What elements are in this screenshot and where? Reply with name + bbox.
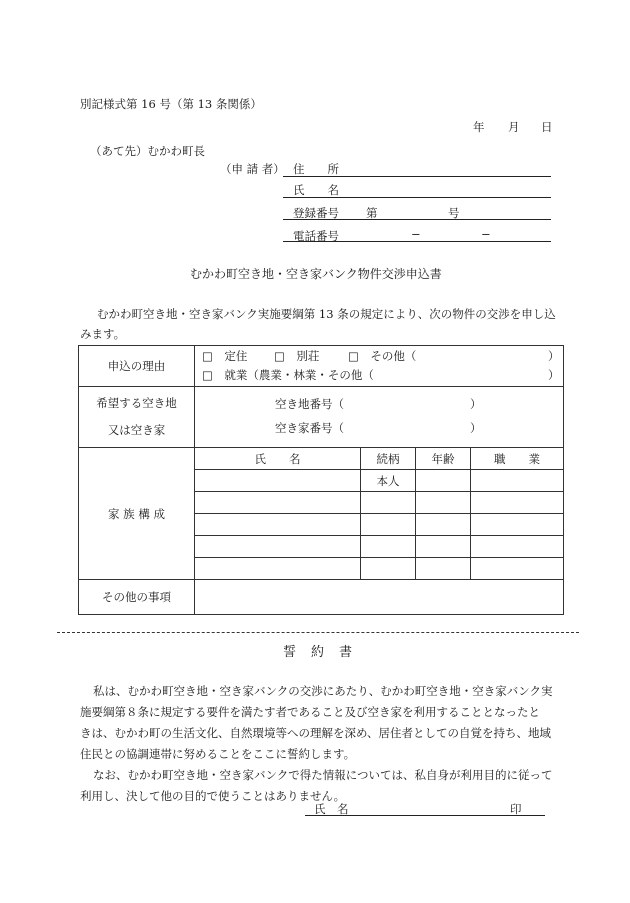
intro-line-1: むかわ町空き地・空き家バンク実施要綱第 13 条の規定により、次の物件の交渉を申し込	[97, 307, 556, 321]
addressee: （あて先）むかわ町長	[90, 144, 205, 158]
phone-field[interactable]	[283, 241, 551, 242]
reason-other-checkbox[interactable]: □ その他（	[348, 349, 417, 363]
family-name-cell[interactable]	[195, 470, 361, 492]
phone-label: 電話番号	[293, 229, 339, 243]
family-header-row	[79, 448, 564, 470]
registration-dai: 第	[366, 206, 378, 220]
family-col-occupation: 職 業	[471, 448, 564, 470]
family-name-cell[interactable]	[195, 492, 361, 514]
property-label-line-2: 又は空き家	[107, 423, 166, 437]
family-age-cell[interactable]	[416, 492, 471, 514]
family-label: 家 族 構 成	[79, 448, 195, 580]
family-name-cell[interactable]	[195, 536, 361, 558]
family-occupation-cell[interactable]	[471, 558, 564, 580]
other-field[interactable]	[195, 580, 564, 615]
address-label: 住 所	[293, 162, 339, 176]
family-age-cell[interactable]	[416, 514, 471, 536]
pledge-line: なお、むかわ町空き地・空き家バンクで得た情報については、私自身が利用目的に従って	[93, 768, 553, 782]
name-label: 氏 名	[293, 183, 339, 197]
registration-go: 号	[448, 206, 460, 220]
name-field[interactable]	[283, 197, 551, 198]
intro-line-2: みます。	[80, 327, 126, 341]
family-relation-cell[interactable]	[361, 558, 416, 580]
applicant-label: （申 請 者）	[220, 162, 285, 176]
family-relation-cell[interactable]	[361, 492, 416, 514]
family-col-relation: 続柄	[361, 448, 416, 470]
family-age-cell[interactable]	[416, 558, 471, 580]
seal-label: 印	[510, 802, 522, 816]
dashed-separator	[57, 632, 579, 633]
reason-employment-close: ）	[548, 368, 560, 382]
family-name-cell[interactable]	[195, 558, 361, 580]
address-field[interactable]	[283, 176, 551, 177]
registration-label: 登録番号	[293, 206, 339, 220]
pledge-line: 私は、むかわ町空き地・空き家バンクの交渉にあたり、むかわ町空き地・空き家バンク実	[93, 684, 553, 698]
reason-other-close: ）	[548, 349, 560, 363]
property-numbers	[195, 387, 564, 448]
family-occupation-cell[interactable]	[471, 536, 564, 558]
reason-options	[195, 346, 564, 387]
family-occupation-cell[interactable]	[471, 492, 564, 514]
reason-employment-checkbox[interactable]: □ 就業（農業・林業・その他（	[202, 368, 374, 382]
phone-dash-1: −	[411, 227, 421, 241]
other-label: その他の事項	[79, 580, 195, 615]
registration-field[interactable]	[283, 219, 551, 220]
pledge-title: 誓 約 書	[283, 645, 354, 660]
form-title: むかわ町空き地・空き家バンク物件交渉申込書	[190, 267, 442, 281]
family-col-age: 年齢	[416, 448, 471, 470]
form-number: 別記様式第 16 号（第 13 条関係）	[80, 97, 262, 111]
family-occupation-cell[interactable]	[471, 470, 564, 492]
reason-label: 申込の理由	[79, 346, 195, 387]
house-number-close: ）	[470, 421, 482, 435]
family-name-cell[interactable]	[195, 514, 361, 536]
property-label	[79, 387, 195, 448]
family-occupation-cell[interactable]	[471, 514, 564, 536]
phone-dash-2: −	[481, 227, 491, 241]
house-number-label: 空き家番号（	[275, 421, 344, 435]
date-year-label: 年	[473, 120, 485, 134]
reason-settlement-checkbox[interactable]: □ 定住	[202, 349, 248, 363]
reason-villa-checkbox[interactable]: □ 別荘	[274, 349, 320, 363]
property-label-line-1: 希望する空き地	[96, 396, 177, 410]
pledge-signature-field[interactable]	[305, 815, 545, 816]
application-table	[78, 345, 564, 615]
pledge-line: 住民との協調連帯に努めることをここに誓約します。	[80, 747, 356, 761]
pledge-line: 利用し、決して他の目的で使うことはありません。	[80, 789, 346, 803]
land-number-close: ）	[470, 397, 482, 411]
family-relation-cell: 本人	[361, 470, 416, 492]
date-day-label: 日	[541, 120, 553, 134]
reason-row	[79, 346, 564, 387]
pledge-name-label: 氏 名	[314, 802, 349, 816]
other-row	[79, 580, 564, 615]
family-relation-cell[interactable]	[361, 536, 416, 558]
property-row	[79, 387, 564, 448]
pledge-line: きは、むかわ町の生活文化、自然環境等への理解を深め、居住者としての自覚を持ち、地域	[80, 726, 552, 740]
family-age-cell[interactable]	[416, 470, 471, 492]
family-age-cell[interactable]	[416, 536, 471, 558]
pledge-line: 施要綱第８条に規定する要件を満たす者であること及び空き家を利用することとなったと	[80, 705, 540, 719]
date-month-label: 月	[508, 120, 520, 134]
family-col-name: 氏 名	[195, 448, 361, 470]
land-number-label: 空き地番号（	[275, 397, 344, 411]
family-relation-cell[interactable]	[361, 514, 416, 536]
